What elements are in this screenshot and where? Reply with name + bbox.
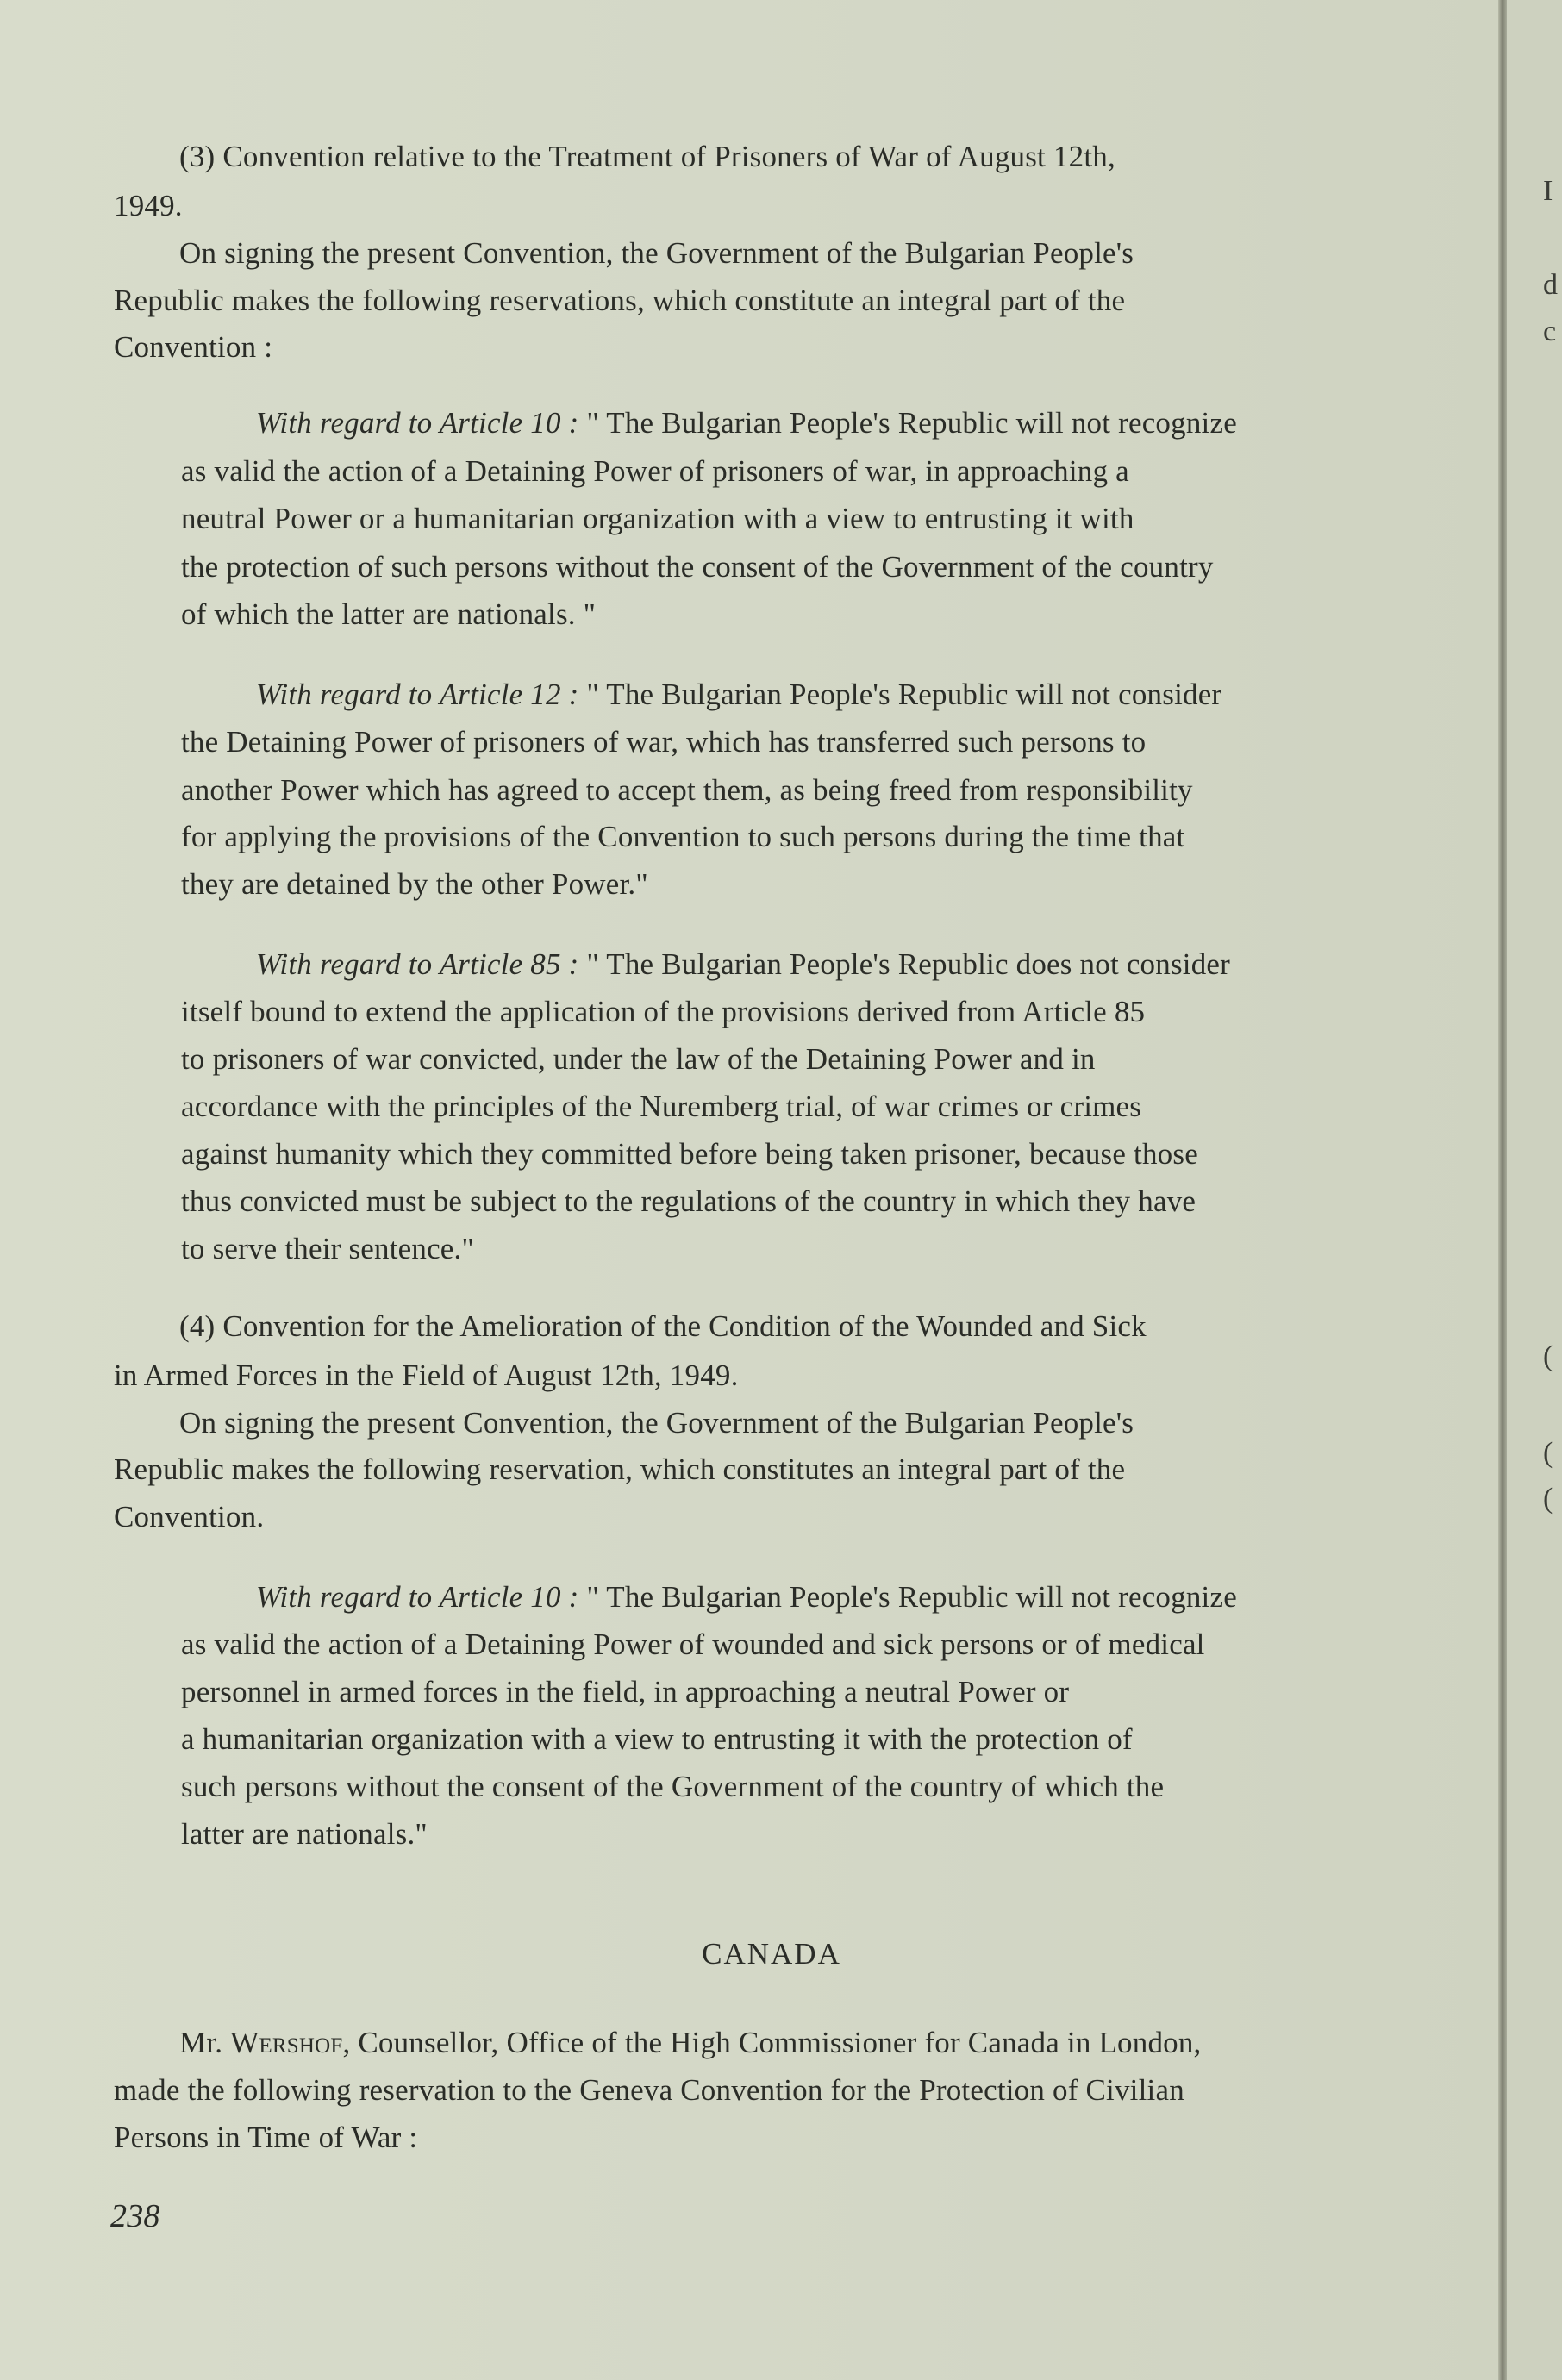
article12-label: With regard to Article 12 : xyxy=(256,678,579,711)
article85-reservation-line3: to prisoners of war convicted, under the law of the Detaining Power and in xyxy=(181,1042,1096,1076)
article10-reservation-line4: the protection of such persons without the consent of the Government of the country xyxy=(181,550,1214,584)
article12-reservation-line5: they are detained by the other Power." xyxy=(181,867,648,901)
article85-reservation-line4: accordance with the principles of the Nuremberg trial, of war crimes or crimes xyxy=(181,1090,1142,1123)
wounded-article10-line2: as valid the action of a Detaining Power of wounded and sick persons or of medical xyxy=(181,1627,1205,1661)
section4-intro-line1: On signing the present Convention, the Government of the Bulgarian People's xyxy=(179,1406,1134,1440)
canada-paragraph-line2: made the following reservation to the Geneva Convention for the Protection of Civilian xyxy=(114,2073,1184,2107)
wounded-article10-line1: With regard to Article 10 : " The Bulgarian People's Republic will not recognize xyxy=(256,1580,1237,1614)
section4-intro-line3: Convention. xyxy=(114,1500,265,1534)
section4-heading-line1: (4) Convention for the Amelioration of the Condition of the Wounded and Sick xyxy=(179,1309,1147,1343)
facing-page-glyph: I xyxy=(1543,175,1553,207)
wounded-article10-line6: latter are nationals." xyxy=(181,1817,428,1851)
section4-heading-line2: in Armed Forces in the Field of August 12th, 1949. xyxy=(114,1359,739,1392)
article12-reservation-line4: for applying the provisions of the Convention to such persons during the time that xyxy=(181,820,1185,853)
page-number: 238 xyxy=(110,2198,160,2234)
wounded-article10-line4: a humanitarian organization with a view to entrusting it with the protection of xyxy=(181,1722,1133,1756)
article10-reservation-line5: of which the latter are nationals. " xyxy=(181,597,597,631)
article10-reservation-line1: With regard to Article 10 : " The Bulgarian People's Republic will not recognize xyxy=(256,406,1237,440)
facing-page-glyph: ( xyxy=(1543,1340,1553,1372)
article10-label: With regard to Article 10 : xyxy=(256,406,579,440)
section3-heading-line1: (3) Convention relative to the Treatment of Prisoners of War of August 12th, xyxy=(179,140,1115,173)
facing-page-glyph: c xyxy=(1543,315,1557,347)
section3-intro-line2: Republic makes the following reservations, which constitute an integral part of the xyxy=(114,284,1126,317)
delegate-name: Wershof xyxy=(230,2026,343,2059)
article10-reservation-line2: as valid the action of a Detaining Power of prisoners of war, in approaching a xyxy=(181,454,1129,488)
article85-reservation-line1: With regard to Article 85 : " The Bulgarian People's Republic does not consider xyxy=(256,947,1230,981)
book-gutter xyxy=(1498,0,1507,2380)
wounded-article10-label: With regard to Article 10 : xyxy=(256,1580,579,1614)
section3-intro-line1: On signing the present Convention, the Government of the Bulgarian People's xyxy=(179,236,1134,270)
canada-heading: CANADA xyxy=(702,1937,841,1971)
facing-page-glyph: ( xyxy=(1543,1483,1553,1515)
article85-reservation-line6: thus convicted must be subject to the regulations of the country in which they have xyxy=(181,1184,1196,1218)
facing-page-edge xyxy=(1507,0,1562,2380)
canada-paragraph-line1: Mr. Wershof, Counsellor, Office of the High Commissioner for Canada in London, xyxy=(179,2026,1202,2059)
article85-reservation-line7: to serve their sentence." xyxy=(181,1232,474,1265)
article85-reservation-line2: itself bound to extend the application of the provisions derived from Article 85 xyxy=(181,995,1146,1028)
wounded-article10-line5: such persons without the consent of the Government of the country of which the xyxy=(181,1770,1165,1803)
article85-reservation-line5: against humanity which they committed before being taken prisoner, because those xyxy=(181,1137,1198,1171)
article12-reservation-line1: With regard to Article 12 : " The Bulgarian People's Republic will not consider xyxy=(256,678,1222,711)
section3-heading-line2: 1949. xyxy=(114,189,183,222)
article12-reservation-line3: another Power which has agreed to accept them, as being freed from responsibility xyxy=(181,773,1193,807)
article12-reservation-line2: the Detaining Power of prisoners of war, which has transferred such persons to xyxy=(181,725,1147,759)
article10-reservation-line3: neutral Power or a humanitarian organization with a view to entrusting it with xyxy=(181,502,1134,535)
facing-page-glyph: ( xyxy=(1543,1437,1553,1469)
facing-page-glyph: d xyxy=(1543,269,1558,301)
section4-intro-line2: Republic makes the following reservation, which constitutes an integral part of the xyxy=(114,1452,1126,1486)
article85-label: With regard to Article 85 : xyxy=(256,947,579,981)
wounded-article10-line3: personnel in armed forces in the field, in approaching a neutral Power or xyxy=(181,1675,1070,1708)
canada-paragraph-line3: Persons in Time of War : xyxy=(114,2121,418,2154)
section3-intro-line3: Convention : xyxy=(114,330,273,364)
